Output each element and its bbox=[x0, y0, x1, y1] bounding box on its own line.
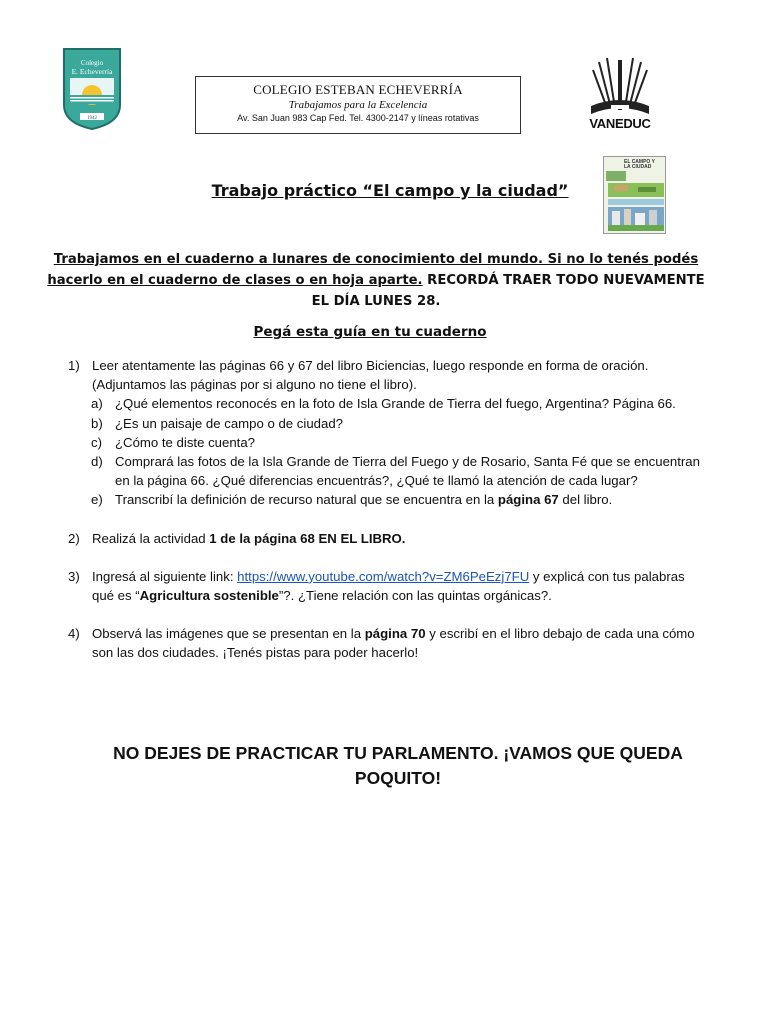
closing-message: NO DEJES DE PRACTICAR TU PARLAMENTO. ¡VAMOS QUE QUEDA POQUITO! bbox=[113, 743, 683, 788]
sub-item-letter: d) bbox=[91, 454, 103, 470]
youtube-link[interactable]: https://www.youtube.com/watch?v=ZM6PeEzj7FU bbox=[237, 568, 530, 584]
sub-item-d bbox=[68, 452, 708, 490]
intro-reminder: RECORDÁ TRAER TODO NUEVAMENTE EL DÍA LUNES 28. bbox=[311, 273, 705, 309]
sub-item-c bbox=[68, 433, 708, 452]
school-name: COLEGIO ESTEBAN ECHEVERRÍA bbox=[253, 82, 463, 97]
list-item-2 bbox=[68, 529, 708, 548]
page-title: Trabajo práctico “El campo y la ciudad” bbox=[211, 181, 569, 200]
item-number: 1) bbox=[68, 358, 80, 373]
sub-item-text: ¿Es un paisaje de campo o de ciudad? bbox=[115, 415, 343, 431]
logo-year: 1942 bbox=[87, 116, 97, 121]
item-number: 3) bbox=[68, 568, 80, 584]
intro-instructions bbox=[42, 249, 710, 312]
item-number: 4) bbox=[68, 626, 80, 642]
item-text-end: ”?. ¿Tiene relación con las quintas orgánicas?. bbox=[278, 588, 552, 604]
school-address: Av. San Juan 983 Cap Fed. Tel. 4300-2147 y líneas rotativas bbox=[237, 113, 479, 123]
sub-item-text: ¿Cómo te diste cuenta? bbox=[115, 434, 256, 450]
list-item-4 bbox=[68, 624, 708, 662]
sub-item-letter: c) bbox=[91, 434, 102, 450]
sub-item-letter: e) bbox=[91, 492, 103, 508]
sub-item-a bbox=[68, 394, 708, 413]
sub-item-text: Comprará las fotos de la Isla Grande de Tierra del Fuego y de Rosario, Santa Fé que se encuentran en la página 66. ¿Qué diferencias encuentrás?, ¿Qué te llamó la atención de cada lugar? bbox=[115, 454, 700, 489]
open-book-icon bbox=[585, 50, 655, 120]
logo-line-1: Colegio bbox=[80, 59, 104, 67]
logo-line-2: E. Echeverría bbox=[71, 67, 113, 76]
list-item-1 bbox=[68, 356, 708, 394]
sub-item-b bbox=[68, 414, 708, 433]
vaneduc-brand: VANEDUC bbox=[589, 116, 651, 131]
book-cover-title: EL CAMPO Y LA CIUDAD bbox=[624, 159, 655, 170]
list-item-3 bbox=[68, 567, 708, 605]
sub-item-e bbox=[68, 490, 708, 509]
item-text: Ingresá al siguiente link: bbox=[92, 568, 238, 584]
item-bold: 1 de la página 68 EN EL LIBRO. bbox=[209, 530, 406, 546]
sub-item-text: Transcribí la definición de recurso natural que se encuentra en la bbox=[115, 492, 498, 508]
item-bold: página 70 bbox=[364, 626, 426, 642]
item-number: 2) bbox=[68, 530, 80, 546]
sub-item-bold: página 67 bbox=[497, 492, 559, 508]
sub-item-text-end: del libro. bbox=[558, 492, 613, 508]
sub-item-letter: b) bbox=[91, 415, 103, 431]
item-text-end: y escribí en el libro debajo de cada una cómo son las dos ciudades. ¡Tenés pistas para poder hacerlo! bbox=[92, 626, 695, 661]
school-motto: Trabajamos para la Excelencia bbox=[288, 99, 428, 111]
sub-item-letter: a) bbox=[91, 396, 103, 412]
item-text: Leer atentamente las páginas 66 y 67 del libro Biciencias, luego responde en forma de oración. (Adjuntamos las páginas por si alguno no tiene el libro). bbox=[92, 358, 649, 393]
intro-underlined: Trabajamos en el cuaderno a lunares de conocimiento del mundo. Si no lo tenés podés hacerlo en el cuaderno de clases o en hoja aparte. bbox=[47, 252, 699, 288]
sub-item-text: ¿Qué elementos reconocés en la foto de Isla Grande de Tierra del fuego, Argentina? Página 66. bbox=[115, 396, 676, 412]
item-text-mid: y explicá con tus palabras qué es “ bbox=[92, 568, 685, 604]
vaneduc-logo bbox=[585, 50, 655, 136]
school-logo bbox=[62, 47, 122, 131]
item-text: Observá las imágenes que se presentan en la bbox=[92, 626, 365, 642]
item-bold: Agricultura sostenible bbox=[139, 588, 279, 604]
school-header-box bbox=[195, 76, 521, 134]
paste-note: Pegá esta guía en tu cuaderno bbox=[253, 324, 487, 340]
activity-list bbox=[68, 356, 708, 663]
item-text: Realizá la actividad bbox=[92, 530, 210, 546]
